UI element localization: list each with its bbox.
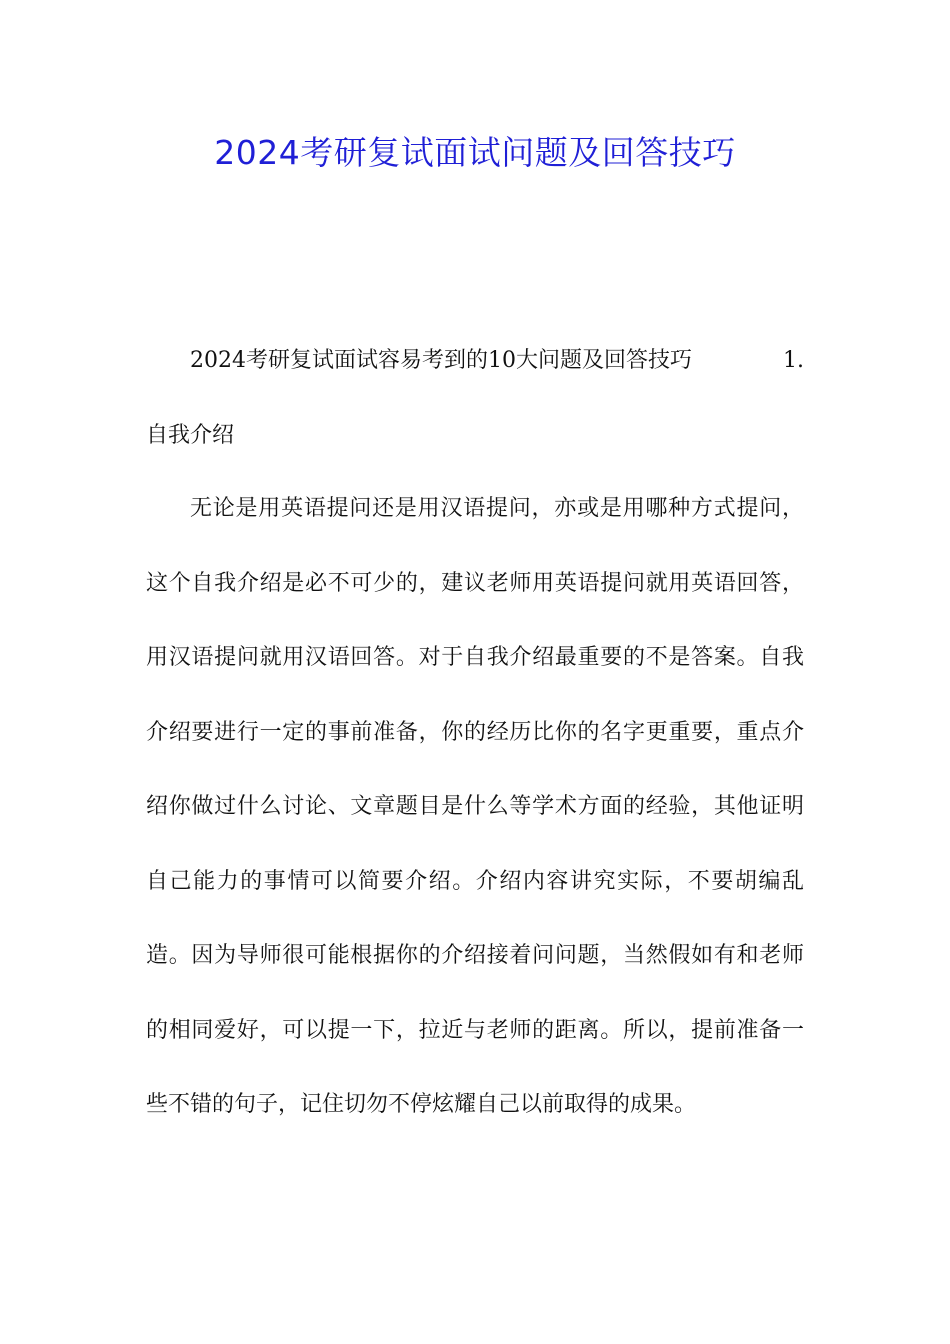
document-title: 2024考研复试面试问题及回答技巧	[214, 133, 736, 172]
body-paragraph: 无论是用英语提问还是用汉语提问，亦或是用哪种方式提问，这个自我介绍是必不可少的，建议老师用英语提问就用英语回答，用汉语提问就用汉语回答。对于自我介绍最重要的不是答案。自我介绍要进行一定的事前准备，你的经历比你的名字更重要，重点介绍你做过什么讨论、文章题目是什么等学术方面的经验，其他证明自己能力的事情可以简要介绍。介绍内容讲究实际，不要胡编乱造。因为导师很可能根据你的介绍接着问问题，当然假如有和老师的相同爱好，可以提一下，拉近与老师的距离。所以，提前准备一些不错的句子，记住切勿不停炫耀自己以前取得的成果。	[146, 496, 804, 1117]
section-number: 1.	[783, 348, 804, 373]
intro-line: 2024考研复试面试容易考到的10大问题及回答技巧	[190, 348, 692, 373]
section-heading: 自我介绍	[146, 422, 235, 448]
intro-paragraph	[146, 324, 804, 473]
